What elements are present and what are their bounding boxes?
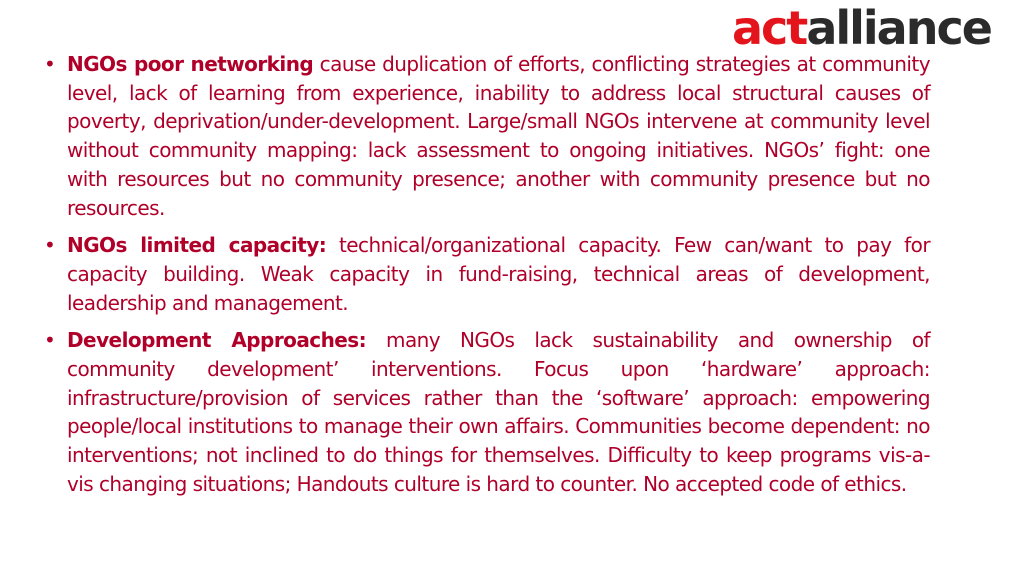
- bullet-heading: NGOs poor networking: [67, 52, 314, 76]
- bullet-dot-icon: •: [44, 52, 56, 76]
- bullet-body: many NGOs lack sustainability and ownership of community development’ interventions. Focus upon ‘hardware’ approach: infrastructure/provision of services rather than the ‘software’ approach: empowering people/local institutions to manage their own affairs. Communities become dependent: no interventions; not inclined to do things for themselves. Difficulty to keep programs vis-a-vis changing situations; Handouts culture is hard to counter. No accepted code of ethics.: [67, 328, 931, 496]
- bullet-heading: NGOs limited capacity:: [67, 233, 327, 258]
- bullet-ngos-networking: [44, 50, 930, 222]
- bullet-development-approaches: [44, 326, 930, 498]
- bullet-heading: Development Approaches:: [67, 328, 367, 353]
- svg-text:actalliance: [732, 2, 991, 52]
- bullet-dot-icon: •: [44, 328, 56, 353]
- logo-alliance-text: alliance: [806, 2, 991, 52]
- bullet-dot-icon: •: [44, 233, 56, 258]
- actalliance-logo: [732, 2, 1022, 52]
- logo-act-text: act: [732, 2, 807, 52]
- bullet-body: cause duplication of efforts, conflicting strategies at community level, lack of learning from experience, inability to address local structural causes of poverty, deprivation/under-development. Large/small NGOs intervene at community level without community mapping: lack assessment to ongoing initiatives. NGOs’ fight: one with resources but no community presence; another with community presence but no resources.: [67, 52, 930, 220]
- bullet-list: [44, 50, 930, 508]
- bullet-ngos-capacity: [44, 231, 930, 317]
- bullet-body: technical/organizational capacity. Few can/want to pay for capacity building. Weak capacity in fund-raising, technical areas of development, leadership and management.: [67, 233, 930, 315]
